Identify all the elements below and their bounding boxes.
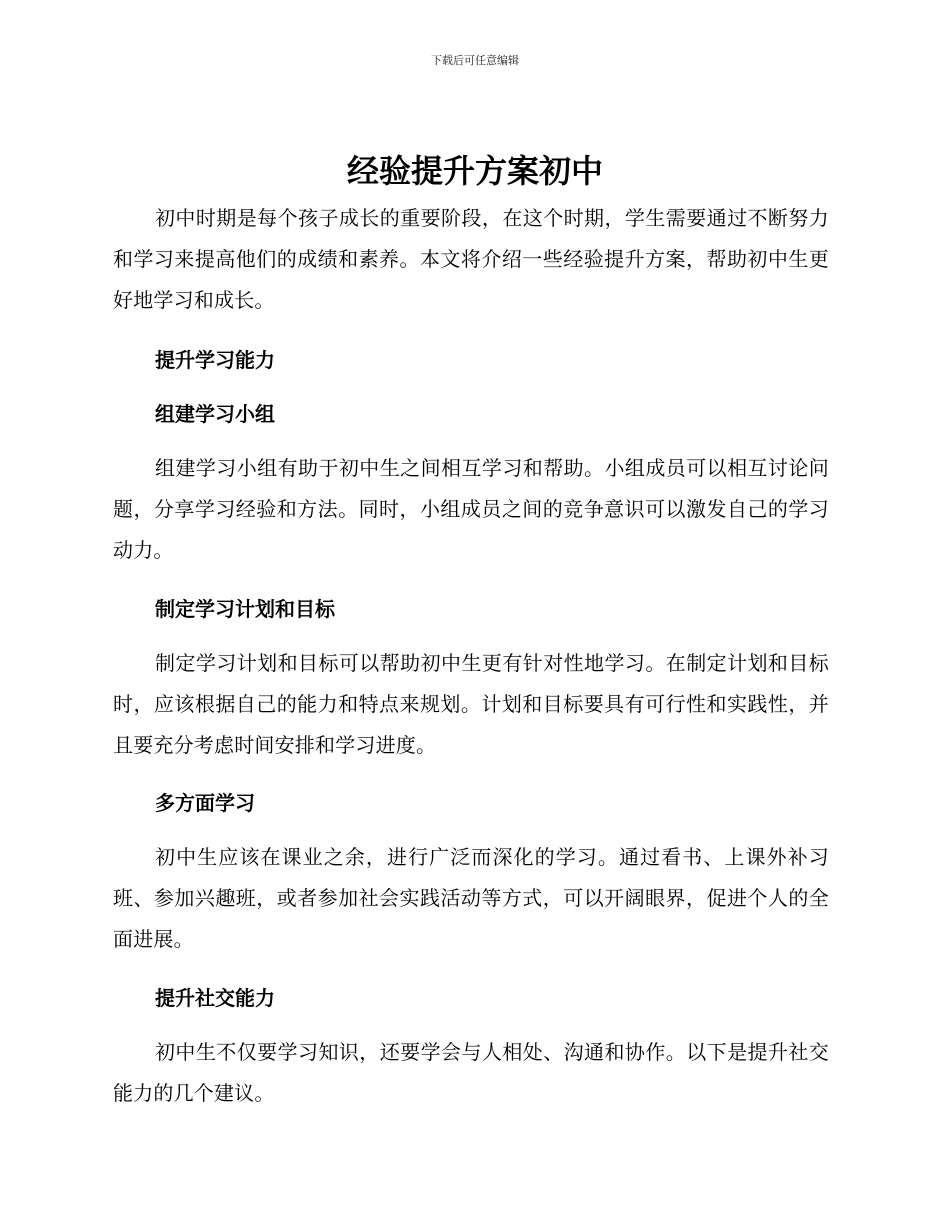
paragraph-study-plan: 制定学习计划和目标可以帮助初中生更有针对性地学习。在制定计划和目标时，应该根据自己的能力和特点来规划。计划和目标要具有可行性和实践性，并且要充分考虑时间安排和学习进度。	[113, 651, 829, 757]
intro-paragraph: 初中时期是每个孩子成长的重要阶段，在这个时期，学生需要通过不断努力和学习来提高他们的成绩和素养。本文将介绍一些经验提升方案，帮助初中生更好地学习和成长。	[113, 206, 829, 312]
paragraph-study-group: 组建学习小组有助于初中生之间相互学习和帮助。小组成员可以相互讨论问题，分享学习经验和方法。同时，小组成员之间的竞争意识可以激发自己的学习动力。	[113, 456, 829, 562]
paragraph-social-ability: 初中生不仅要学习知识，还要学会与人相处、沟通和协作。以下是提升社交能力的几个建议。	[113, 1040, 829, 1105]
paragraph-multi-learning: 初中生应该在课业之余，进行广泛而深化的学习。通过看书、上课外补习班、参加兴趣班，或者参加社会实践活动等方式，可以开阔眼界，促进个人的全面进展。	[113, 845, 829, 951]
document-title: 经验提升方案初中	[346, 152, 603, 190]
subheading-study-plan: 制定学习计划和目标	[155, 597, 335, 621]
section-heading-social-ability: 提升社交能力	[155, 986, 275, 1010]
subheading-study-group: 组建学习小组	[155, 402, 275, 426]
section-heading-learning-ability: 提升学习能力	[155, 348, 275, 372]
header-note: 下载后可任意编辑	[431, 54, 519, 67]
subheading-multi-learning: 多方面学习	[155, 791, 255, 815]
